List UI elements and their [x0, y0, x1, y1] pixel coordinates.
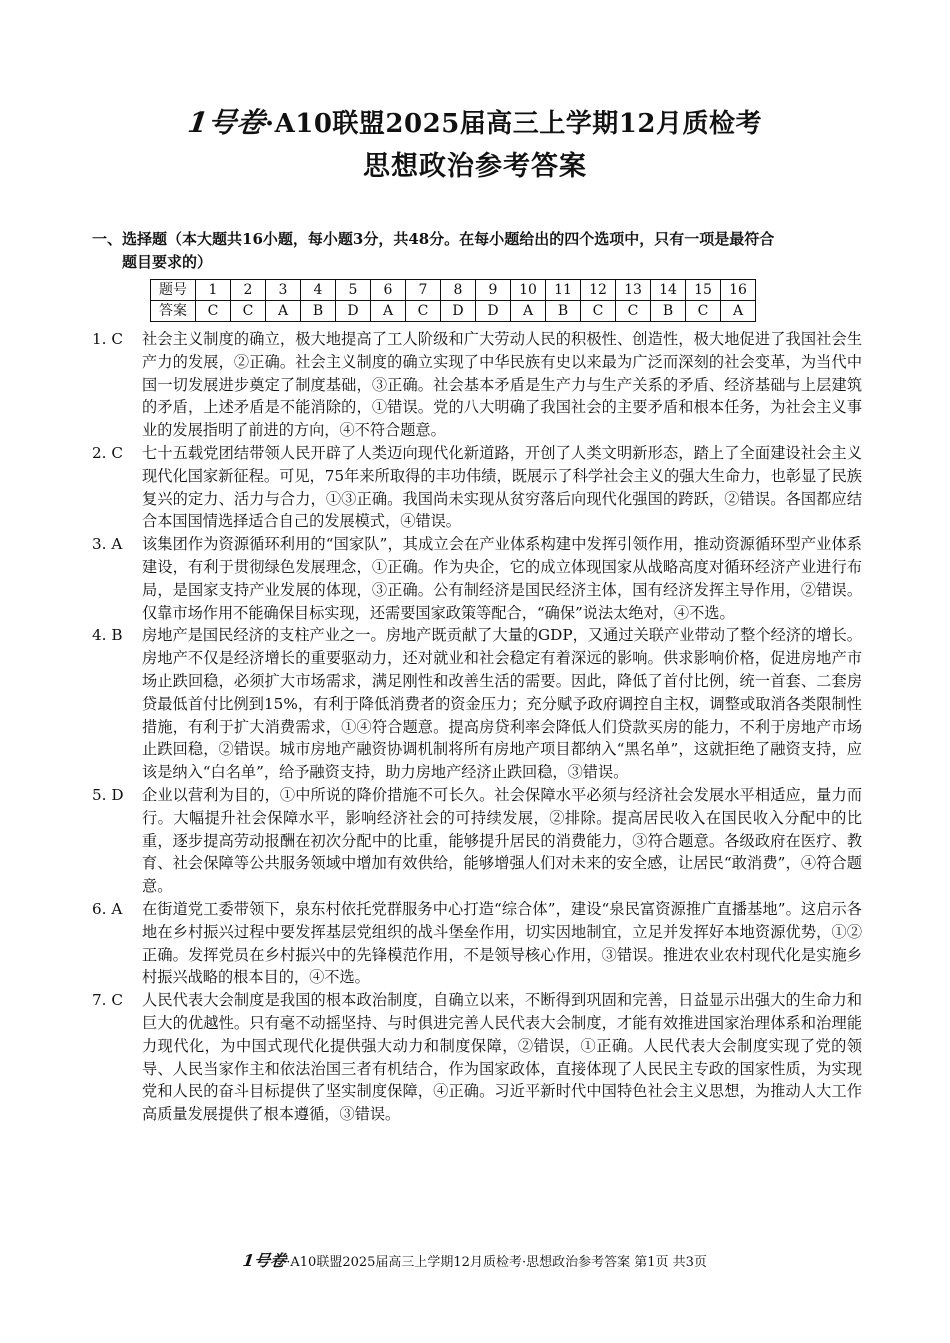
answer-cell: B [546, 301, 581, 322]
question-number: 2 [231, 280, 266, 301]
explanation-text: 企业以营利为目的，①中所说的降价措施不可长久。社会保障水平必须与经济社会发展水平相适应，量力而行。大幅提升社会保障水平，影响经济社会的可持续发展，②排除。提高居民收入在国民收入分配中的比重，逐步提高劳动报酬在初次分配中的比重，能够提升居民的消费能力，③符合题意。各级政府在医疗、教育、社会保障等公共服务领域中增加有效供给，能够增强人们对未来的安全感，让居民“敢消费”，④符合题意。 [142, 785, 862, 896]
explanation-number: 2. C [92, 443, 123, 462]
question-number: 4 [301, 280, 336, 301]
answer-cell: C [616, 301, 651, 322]
section-title-continued: 题目要求的） [122, 253, 213, 271]
answer-cell: C [406, 301, 441, 322]
explanation-number: 5. D [92, 785, 124, 804]
explanation-text: 人民代表大会制度是我国的根本政治制度，自确立以来，不断得到巩固和完善，日益显示出强大的生命力和巨大的优越性。只有毫不动摇坚持、与时俱进完善人民代表大会制度，才能有效推进国家治理体系和治理能力现代化，为中国式现代化提供强大动力和制度保障，②错误，①正确。人民代表大会制度实现了党的领导、人民当家作主和依法治国三者有机结合，作为国家政体，直接体现了人民民主专政的国家性质，为实现党和人民的奋斗目标提供了坚实制度保障，④正确。习近平新时代中国特色社会主义思想，为推动人大工作高质量发展提供了根本遵循，③错误。 [142, 991, 862, 1124]
exam-title-text: ·A10联盟2025届高三上学期12月质检考 [265, 109, 762, 139]
number-row-label: 题号 [151, 280, 196, 301]
question-number: 6 [371, 280, 406, 301]
explanation-item [92, 328, 862, 442]
page-footer [0, 1248, 950, 1271]
explanation-item [92, 989, 862, 1126]
answer-cell: A [721, 301, 756, 322]
answer-cell: A [266, 301, 301, 322]
answer-cell: B [301, 301, 336, 322]
question-number: 16 [721, 280, 756, 301]
answer-cell: D [476, 301, 511, 322]
brand-logo: 1号卷 [185, 106, 268, 139]
answer-cell: C [231, 301, 266, 322]
question-number: 15 [686, 280, 721, 301]
answer-table-answer-row [151, 301, 756, 322]
footer-logo: 1号卷 [241, 1251, 288, 1270]
answer-cell: C [581, 301, 616, 322]
question-number: 9 [476, 280, 511, 301]
explanation-text: 在街道党工委带领下，泉东村依托党群服务中心打造“综合体”，建设“泉民富资源推广直播基地”。这启示各地在乡村振兴过程中要发挥基层党组织的战斗堡垒作用，切实因地制宜，立足并发挥好本地资源优势，①②正确。发挥党员在乡村振兴中的先锋模范作用，不是领导核心作用，③错误。推进农业农村现代化是实施乡村振兴战略的根本目的，④不选。 [142, 899, 862, 987]
answer-cell: A [371, 301, 406, 322]
explanation-number: 1. C [92, 330, 123, 348]
explanation-number: 6. A [92, 899, 123, 918]
explanation-number: 4. B [92, 626, 123, 645]
explanation-item [92, 624, 862, 784]
answer-cell: B [651, 301, 686, 322]
answer-row-label: 答案 [151, 301, 196, 322]
answer-table [150, 279, 756, 322]
answer-table-number-row [151, 280, 756, 301]
question-number: 7 [406, 280, 441, 301]
explanation-item [92, 533, 862, 624]
explanation-text: 该集团作为资源循环利用的“国家队”，其成立会在产业体系构建中发挥引领作用，推动资源循环型产业体系建设，有利于贯彻绿色发展理念，①正确。作为央企，它的成立体现国家从战略高度对循环经济产业进行布局，是国家支持产业发展的体现，③正确。公有制经济是国民经济主体，国有经济发挥主导作用，②错误。仅靠市场作用不能确保目标实现，还需要国家政策等配合，“确保”说法太绝对，④不选。 [142, 535, 862, 622]
footer-text: ·A10联盟2025届高三上学期12月质检考·思想政治参考答案 第1页 共3页 [286, 1255, 707, 1270]
section-heading [92, 228, 872, 274]
question-number: 11 [546, 280, 581, 301]
answer-cell: D [441, 301, 476, 322]
question-number: 8 [441, 280, 476, 301]
page-header [0, 104, 950, 189]
question-number: 5 [336, 280, 371, 301]
answer-cell: A [511, 301, 546, 322]
explanation-number: 7. C [92, 991, 123, 1010]
explanation-text: 七十五载党团结带领人民开辟了人类迈向现代化新道路，开创了人类文明新形态，踏上了全面建设社会主义现代化国家新征程。可见，75年来所取得的丰功伟绩，既展示了科学社会主义的强大生命力，也彰显了民族复兴的定力、活力与合力，①③正确。我国尚未实现从贫穷落后向现代化强国的跨跃，②错误。各国都应结合本国国情选择适合自己的发展模式，④错误。 [142, 443, 862, 531]
question-number: 3 [266, 280, 301, 301]
explanation-item [92, 442, 862, 533]
explanation-item [92, 898, 862, 989]
answer-cell: C [196, 301, 231, 322]
explanation-text: 房地产是国民经济的支柱产业之一。房地产既贡献了大量的GDP，又通过关联产业带动了整个经济的增长。房地产不仅是经济增长的重要驱动力，还对就业和社会稳定有着深远的影响。供求影响价格，促进房地产市场止跌回稳，必须扩大市场需求，满足刚性和改善生活的需要。因此，降低了首付比例，统一首套、二套房贷最低首付比例到15%，有利于降低消费者的资金压力；充分赋予政府调控自主权，调整或取消各类限制性措施，有利于扩大消费需求，①④符合题意。提高房贷利率会降低人们贷款买房的能力，不利于房地产市场止跌回稳，②错误。城市房地产融资协调机制将所有房地产项目都纳入“黑名单”，这就拒绝了融资支持，应该是纳入“白名单”，给予融资支持，助力房地产经济止跌回稳，③错误。 [142, 626, 862, 782]
section-title: 一、选择题（本大题共16小题，每小题3分，共48分。在每小题给出的四个选项中，只有一项是最符合 [92, 230, 775, 248]
explanation-text: 社会主义制度的确立，极大地提高了工人阶级和广大劳动人民的积极性、创造性，极大地促进了我国社会生产力的发展，②正确。社会主义制度的确立实现了中华民族有史以来最为广泛而深刻的社会变革，为当代中国一切发展进步奠定了制度基础，③正确。社会基本矛盾是生产力与生产关系的矛盾、经济基础与上层建筑的矛盾，上述矛盾是不能消除的，①错误。党的八大明确了我国社会的主要矛盾和根本任务，为社会主义事业的发展指明了前进的方向，④不符合题意。 [142, 330, 862, 440]
question-number: 12 [581, 280, 616, 301]
answer-explanations [92, 328, 862, 1126]
exam-title [0, 104, 950, 143]
question-number: 1 [196, 280, 231, 301]
question-number: 13 [616, 280, 651, 301]
explanation-item [92, 784, 862, 898]
question-number: 14 [651, 280, 686, 301]
explanation-number: 3. A [92, 535, 123, 554]
question-number: 10 [511, 280, 546, 301]
answer-cell: C [686, 301, 721, 322]
document-title: 思想政治参考答案 [363, 151, 587, 182]
answer-cell: D [336, 301, 371, 322]
